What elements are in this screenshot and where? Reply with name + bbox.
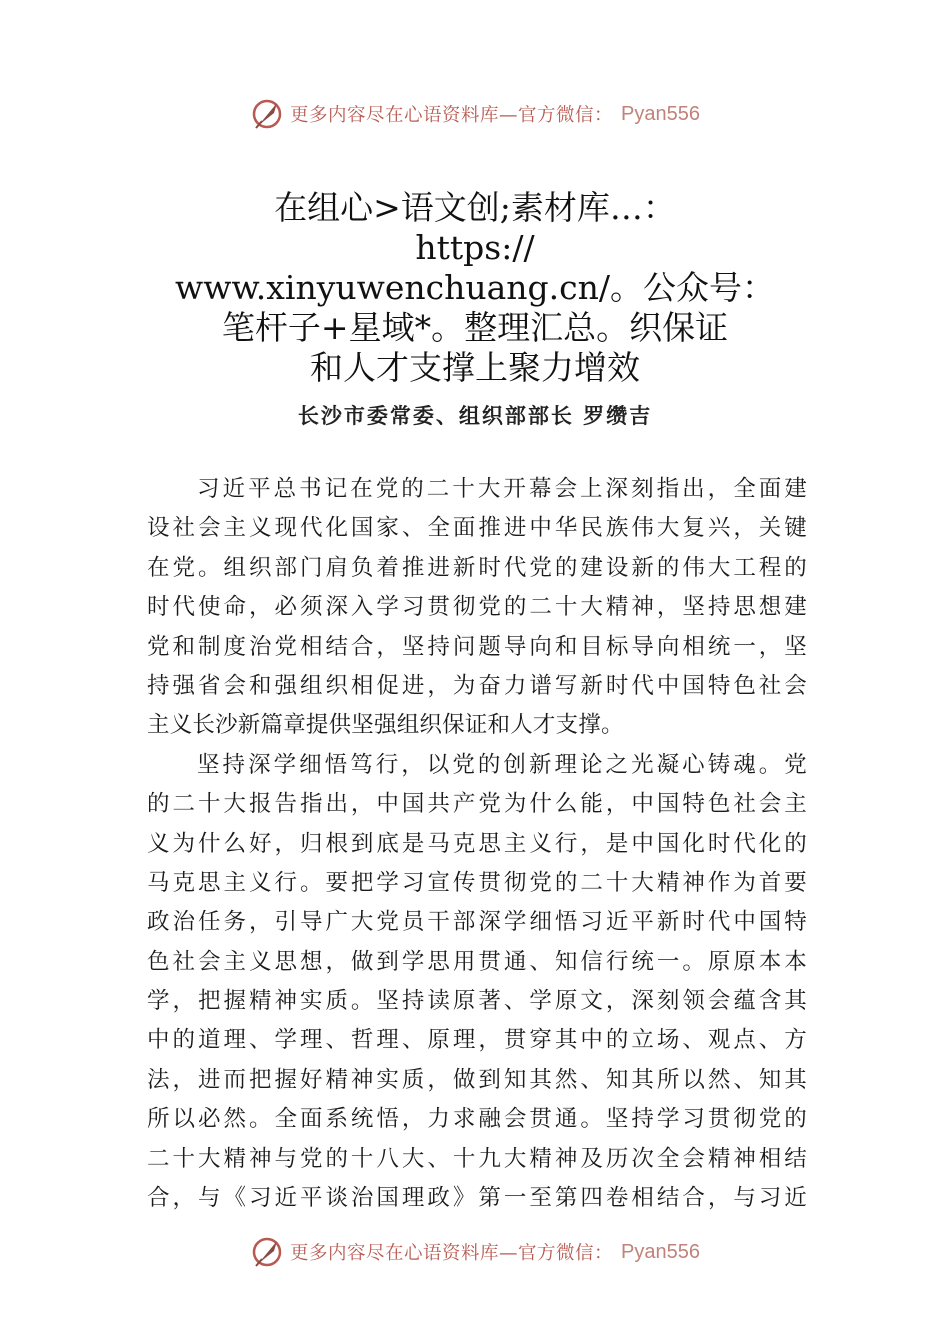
text-line: 的二十大报告指出，中国共产党为什么能，中国特色社会主 — [147, 791, 807, 818]
text-line: 设社会主义现代化国家、全面推进中华民族伟大复兴，关键 — [147, 515, 807, 542]
author-byline: 长沙市委常委、组织部部长 罗缵吉 — [297, 403, 653, 428]
text-line: 法，进而把握好精神实质，做到知其然、知其所以然、知其 — [147, 1066, 807, 1093]
wechat-id: Pyan556 — [621, 1240, 700, 1263]
watermark-banner-bottom — [0, 1232, 950, 1272]
text-line: 习近平总书记在党的二十大开幕会上深刻指出，全面建 — [197, 476, 807, 502]
text-line: 党和制度治党相结合，坚持问题导向和目标导向相统一，坚 — [147, 633, 807, 660]
text-line: 合，与《习近平谈治国理政》第一至第四卷相结合，与习近 — [147, 1185, 807, 1212]
watermark-text: 更多内容尽在心语资料库—官方微信： — [290, 1243, 614, 1264]
wechat-id: Pyan556 — [621, 102, 700, 125]
watermark-text: 更多内容尽在心语资料库—官方微信： — [290, 105, 614, 126]
text-line: 政治任务，引导广大党员干部深学细悟习近平新时代中国特 — [147, 909, 807, 936]
text-line: 在党。组织部门肩负着推进新时代党的建设新的伟大工程的 — [147, 554, 807, 581]
quill-pen-logo-icon — [250, 1235, 284, 1269]
text-line: 色社会主义思想，做到学思用贯通、知信行统一。原原本本 — [147, 948, 807, 975]
paragraph — [147, 470, 807, 746]
text-line: 学，把握精神实质。坚持读原著、学原文，深刻领会蕴含其 — [147, 988, 807, 1015]
title-line: 笔杆子+星域*。整理汇总。织保证 — [221, 308, 729, 347]
text-line: 义为什么好，归根到底是马克思主义行，是中国化时代化的 — [147, 830, 807, 857]
watermark-banner-top — [0, 94, 950, 134]
text-line: 二十大精神与党的十八大、十九大精神及历次全会精神相结 — [147, 1145, 807, 1172]
text-line: 时代使命，必须深入学习贯彻党的二十大精神，坚持思想建 — [147, 594, 807, 621]
title-line: 和人才支撑上聚力增效 — [310, 348, 640, 387]
text-line: 坚持深学细悟笃行，以党的创新理论之光凝心铸魂。党 — [197, 751, 807, 778]
text-line: 所以必然。全面系统悟，力求融会贯通。坚持学习贯彻党的 — [147, 1106, 807, 1133]
title-line: www.xinyuwenchuang.cn/。公众号： — [174, 268, 776, 307]
text-line: 持强省会和强组织相促进，为奋力谱写新时代中国特色社会 — [147, 672, 807, 699]
text-line: 中的道理、学理、哲理、原理，贯穿其中的立场、观点、方 — [147, 1027, 807, 1054]
article-body — [147, 470, 807, 1218]
title-line: 在组心>语文创;素材库…： — [274, 188, 676, 227]
document-title — [150, 188, 800, 388]
paragraph — [147, 746, 807, 1219]
title-line: https:// — [415, 228, 535, 267]
text-line: 马克思主义行。要把学习宣传贯彻党的二十大精神作为首要 — [147, 869, 807, 896]
text-line: 主义长沙新篇章提供坚强组织保证和人才支撑。 — [147, 712, 624, 739]
quill-pen-logo-icon — [250, 97, 284, 131]
